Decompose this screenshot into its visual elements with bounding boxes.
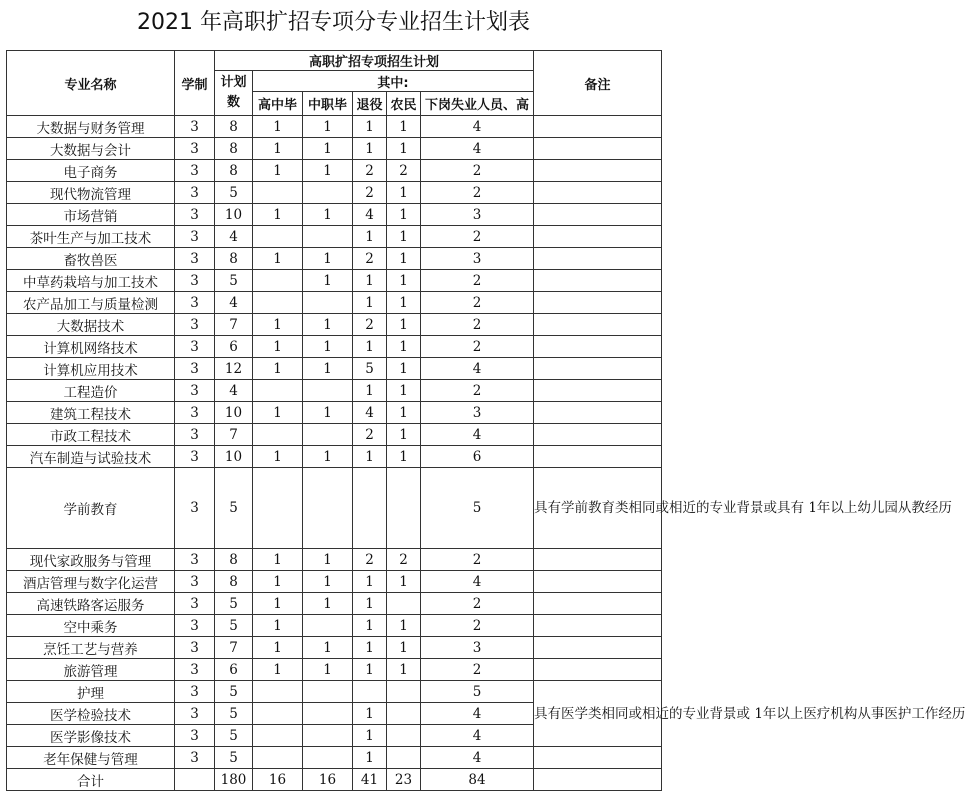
high-cell: 1 xyxy=(253,314,303,336)
major-name-cell: 建筑工程技术 xyxy=(7,402,175,424)
voc-cell xyxy=(303,380,353,402)
major-name-cell: 医学影像技术 xyxy=(7,725,175,747)
farm-cell: 1 xyxy=(387,380,421,402)
farm-cell: 2 xyxy=(387,549,421,571)
total-label: 合计 xyxy=(7,769,175,791)
remark-cell xyxy=(534,248,662,270)
plan-cell: 8 xyxy=(215,248,253,270)
farm-cell xyxy=(387,747,421,769)
voc-cell xyxy=(303,681,353,703)
plan-cell: 8 xyxy=(215,549,253,571)
voc-cell: 1 xyxy=(303,358,353,380)
remark-cell xyxy=(534,182,662,204)
table-row xyxy=(7,336,662,358)
vet-cell: 2 xyxy=(353,160,387,182)
laid-cell: 3 xyxy=(421,248,534,270)
laid-cell: 2 xyxy=(421,549,534,571)
high-cell xyxy=(253,270,303,292)
voc-cell xyxy=(303,725,353,747)
farm-cell: 1 xyxy=(387,116,421,138)
header-plan-group: 高职扩招专项招生计划 xyxy=(215,51,534,71)
total-laid: 84 xyxy=(421,769,534,791)
high-cell xyxy=(253,468,303,549)
vet-cell xyxy=(353,468,387,549)
high-cell: 1 xyxy=(253,593,303,615)
major-name-cell: 空中乘务 xyxy=(7,615,175,637)
laid-cell: 3 xyxy=(421,637,534,659)
remark-cell xyxy=(534,292,662,314)
major-name-cell: 酒店管理与数字化运营 xyxy=(7,571,175,593)
header-vocational: 中职毕 xyxy=(303,92,353,116)
total-plan: 180 xyxy=(215,769,253,791)
major-name-cell: 老年保健与管理 xyxy=(7,747,175,769)
plan-cell: 5 xyxy=(215,615,253,637)
header-among: 其中: xyxy=(253,71,534,92)
major-name-cell: 农产品加工与质量检测 xyxy=(7,292,175,314)
years-cell: 3 xyxy=(175,446,215,468)
years-cell: 3 xyxy=(175,725,215,747)
farm-cell: 1 xyxy=(387,182,421,204)
total-row xyxy=(7,769,662,791)
vet-cell: 2 xyxy=(353,549,387,571)
vet-cell: 4 xyxy=(353,402,387,424)
remark-cell xyxy=(534,204,662,226)
vet-cell: 1 xyxy=(353,226,387,248)
voc-cell xyxy=(303,292,353,314)
plan-cell: 4 xyxy=(215,380,253,402)
vet-cell: 5 xyxy=(353,358,387,380)
years-cell: 3 xyxy=(175,747,215,769)
voc-cell xyxy=(303,615,353,637)
high-cell: 1 xyxy=(253,615,303,637)
table-row xyxy=(7,571,662,593)
remark-cell xyxy=(534,270,662,292)
years-cell: 3 xyxy=(175,703,215,725)
vet-cell: 1 xyxy=(353,336,387,358)
laid-cell: 2 xyxy=(421,182,534,204)
remark-cell xyxy=(534,358,662,380)
years-cell: 3 xyxy=(175,358,215,380)
plan-cell: 5 xyxy=(215,593,253,615)
table-row xyxy=(7,248,662,270)
years-cell: 3 xyxy=(175,116,215,138)
remark-cell xyxy=(534,336,662,358)
high-cell: 1 xyxy=(253,160,303,182)
header-high-school: 高中毕 xyxy=(253,92,303,116)
laid-cell: 5 xyxy=(421,468,534,549)
farm-cell: 1 xyxy=(387,615,421,637)
table-row xyxy=(7,424,662,446)
laid-cell: 4 xyxy=(421,725,534,747)
years-cell: 3 xyxy=(175,637,215,659)
vet-cell: 2 xyxy=(353,248,387,270)
plan-cell: 7 xyxy=(215,424,253,446)
years-cell: 3 xyxy=(175,248,215,270)
major-name-cell: 大数据与会计 xyxy=(7,138,175,160)
major-name-cell: 现代家政服务与管理 xyxy=(7,549,175,571)
remark-cell xyxy=(534,314,662,336)
vet-cell: 2 xyxy=(353,182,387,204)
years-cell: 3 xyxy=(175,681,215,703)
remark-cell xyxy=(534,593,662,615)
table-row xyxy=(7,402,662,424)
laid-cell: 4 xyxy=(421,116,534,138)
remark-cell xyxy=(534,571,662,593)
laid-cell: 2 xyxy=(421,336,534,358)
major-name-cell: 中草药栽培与加工技术 xyxy=(7,270,175,292)
voc-cell: 1 xyxy=(303,446,353,468)
major-name-cell: 烹饪工艺与营养 xyxy=(7,637,175,659)
farm-cell: 1 xyxy=(387,138,421,160)
voc-cell xyxy=(303,468,353,549)
high-cell: 1 xyxy=(253,659,303,681)
plan-cell: 8 xyxy=(215,116,253,138)
farm-cell xyxy=(387,468,421,549)
plan-cell: 5 xyxy=(215,703,253,725)
plan-cell: 5 xyxy=(215,182,253,204)
farm-cell xyxy=(387,681,421,703)
laid-cell: 2 xyxy=(421,593,534,615)
laid-cell: 2 xyxy=(421,314,534,336)
years-cell: 3 xyxy=(175,336,215,358)
farm-cell: 1 xyxy=(387,659,421,681)
page-title: 2021 年高职扩招专项分专业招生计划表 xyxy=(137,10,530,35)
major-name-cell: 汽车制造与试验技术 xyxy=(7,446,175,468)
vet-cell: 1 xyxy=(353,571,387,593)
years-cell: 3 xyxy=(175,615,215,637)
high-cell: 1 xyxy=(253,138,303,160)
voc-cell xyxy=(303,703,353,725)
high-cell: 1 xyxy=(253,336,303,358)
plan-cell: 10 xyxy=(215,402,253,424)
total-years xyxy=(175,769,215,791)
years-cell: 3 xyxy=(175,659,215,681)
remark-medical: 具有医学类相同或相近的专业背景或 1年以上医疗机构从事医护工作经历 xyxy=(534,681,662,747)
farm-cell: 1 xyxy=(387,204,421,226)
high-cell: 1 xyxy=(253,248,303,270)
table-row xyxy=(7,615,662,637)
major-name-cell: 医学检验技术 xyxy=(7,703,175,725)
total-high: 16 xyxy=(253,769,303,791)
high-cell xyxy=(253,182,303,204)
remark-cell xyxy=(534,747,662,769)
table-row xyxy=(7,593,662,615)
years-cell: 3 xyxy=(175,270,215,292)
farm-cell: 2 xyxy=(387,160,421,182)
voc-cell: 1 xyxy=(303,637,353,659)
voc-cell: 1 xyxy=(303,402,353,424)
farm-cell: 1 xyxy=(387,637,421,659)
plan-cell: 6 xyxy=(215,336,253,358)
laid-cell: 4 xyxy=(421,424,534,446)
laid-cell: 3 xyxy=(421,402,534,424)
vet-cell xyxy=(353,681,387,703)
total-voc: 16 xyxy=(303,769,353,791)
total-vet: 41 xyxy=(353,769,387,791)
vet-cell: 1 xyxy=(353,615,387,637)
farm-cell: 1 xyxy=(387,270,421,292)
vet-cell: 1 xyxy=(353,747,387,769)
plan-cell: 12 xyxy=(215,358,253,380)
table-row xyxy=(7,549,662,571)
plan-cell: 5 xyxy=(215,747,253,769)
remark-cell xyxy=(534,637,662,659)
farm-cell: 1 xyxy=(387,248,421,270)
high-cell xyxy=(253,424,303,446)
remark-cell xyxy=(534,549,662,571)
farm-cell: 1 xyxy=(387,571,421,593)
plan-cell: 4 xyxy=(215,292,253,314)
laid-cell: 2 xyxy=(421,659,534,681)
remark-cell xyxy=(534,380,662,402)
plan-cell: 5 xyxy=(215,468,253,549)
table-row xyxy=(7,659,662,681)
major-name-cell: 市场营销 xyxy=(7,204,175,226)
plan-cell: 8 xyxy=(215,160,253,182)
years-cell: 3 xyxy=(175,226,215,248)
header-years: 学制 xyxy=(175,51,215,116)
voc-cell: 1 xyxy=(303,204,353,226)
remark-cell xyxy=(534,402,662,424)
laid-cell: 6 xyxy=(421,446,534,468)
years-cell: 3 xyxy=(175,314,215,336)
remark-cell xyxy=(534,116,662,138)
years-cell: 3 xyxy=(175,593,215,615)
laid-cell: 3 xyxy=(421,204,534,226)
farm-cell xyxy=(387,703,421,725)
plan-cell: 5 xyxy=(215,725,253,747)
vet-cell: 2 xyxy=(353,424,387,446)
years-cell: 3 xyxy=(175,380,215,402)
voc-cell: 1 xyxy=(303,160,353,182)
years-cell: 3 xyxy=(175,160,215,182)
table-row xyxy=(7,160,662,182)
major-name-cell: 茶叶生产与加工技术 xyxy=(7,226,175,248)
high-cell: 1 xyxy=(253,637,303,659)
voc-cell: 1 xyxy=(303,593,353,615)
voc-cell xyxy=(303,182,353,204)
high-cell: 1 xyxy=(253,571,303,593)
major-name-cell: 畜牧兽医 xyxy=(7,248,175,270)
major-name-cell: 工程造价 xyxy=(7,380,175,402)
farm-cell: 1 xyxy=(387,226,421,248)
table-row xyxy=(7,468,662,549)
plan-cell: 7 xyxy=(215,314,253,336)
major-name-cell: 大数据与财务管理 xyxy=(7,116,175,138)
major-name-cell: 电子商务 xyxy=(7,160,175,182)
enrollment-plan-table xyxy=(6,50,965,791)
header-farmers: 农民 xyxy=(387,92,421,116)
total-farm: 23 xyxy=(387,769,421,791)
vet-cell: 1 xyxy=(353,270,387,292)
vet-cell: 1 xyxy=(353,138,387,160)
laid-cell: 2 xyxy=(421,380,534,402)
laid-cell: 2 xyxy=(421,270,534,292)
years-cell: 3 xyxy=(175,468,215,549)
years-cell: 3 xyxy=(175,204,215,226)
voc-cell: 1 xyxy=(303,314,353,336)
vet-cell: 1 xyxy=(353,703,387,725)
high-cell xyxy=(253,747,303,769)
years-cell: 3 xyxy=(175,571,215,593)
farm-cell: 1 xyxy=(387,424,421,446)
table-row xyxy=(7,446,662,468)
voc-cell: 1 xyxy=(303,116,353,138)
major-name-cell: 旅游管理 xyxy=(7,659,175,681)
farm-cell: 1 xyxy=(387,314,421,336)
remark-cell xyxy=(534,226,662,248)
farm-cell xyxy=(387,593,421,615)
high-cell: 1 xyxy=(253,549,303,571)
vet-cell: 1 xyxy=(353,659,387,681)
remark-cell xyxy=(534,424,662,446)
plan-cell: 5 xyxy=(215,270,253,292)
header-laid-off: 下岗失业人员、高 xyxy=(421,92,534,116)
remark-cell xyxy=(534,615,662,637)
header-plan-count: 计划数 xyxy=(215,71,253,116)
voc-cell xyxy=(303,747,353,769)
remark-cell xyxy=(534,138,662,160)
farm-cell: 1 xyxy=(387,292,421,314)
farm-cell: 1 xyxy=(387,358,421,380)
high-cell: 1 xyxy=(253,204,303,226)
table-row xyxy=(7,747,662,769)
table-row xyxy=(7,116,662,138)
total-remark xyxy=(534,769,662,791)
header-veterans: 退役 xyxy=(353,92,387,116)
voc-cell xyxy=(303,424,353,446)
table-row xyxy=(7,380,662,402)
voc-cell: 1 xyxy=(303,571,353,593)
major-name-cell: 高速铁路客运服务 xyxy=(7,593,175,615)
vet-cell: 1 xyxy=(353,593,387,615)
table-row xyxy=(7,204,662,226)
voc-cell: 1 xyxy=(303,336,353,358)
remark-cell xyxy=(534,160,662,182)
table-row xyxy=(7,138,662,160)
remark-preschool: 具有学前教育类相同或相近的专业背景或具有 1年以上幼儿园从教经历 xyxy=(534,468,662,549)
vet-cell: 1 xyxy=(353,292,387,314)
farm-cell: 1 xyxy=(387,336,421,358)
high-cell xyxy=(253,681,303,703)
voc-cell: 1 xyxy=(303,270,353,292)
plan-cell: 10 xyxy=(215,446,253,468)
laid-cell: 2 xyxy=(421,292,534,314)
laid-cell: 4 xyxy=(421,747,534,769)
vet-cell: 1 xyxy=(353,116,387,138)
laid-cell: 2 xyxy=(421,160,534,182)
table-row xyxy=(7,637,662,659)
farm-cell: 1 xyxy=(387,402,421,424)
plan-cell: 4 xyxy=(215,226,253,248)
high-cell xyxy=(253,380,303,402)
high-cell xyxy=(253,226,303,248)
table-row xyxy=(7,270,662,292)
vet-cell: 1 xyxy=(353,446,387,468)
laid-cell: 4 xyxy=(421,571,534,593)
major-name-cell: 市政工程技术 xyxy=(7,424,175,446)
high-cell xyxy=(253,725,303,747)
laid-cell: 4 xyxy=(421,358,534,380)
laid-cell: 2 xyxy=(421,615,534,637)
major-name-cell: 计算机网络技术 xyxy=(7,336,175,358)
years-cell: 3 xyxy=(175,549,215,571)
laid-cell: 4 xyxy=(421,138,534,160)
header-major: 专业名称 xyxy=(7,51,175,116)
plan-cell: 10 xyxy=(215,204,253,226)
plan-cell: 8 xyxy=(215,571,253,593)
remark-cell xyxy=(534,659,662,681)
header-remarks: 备注 xyxy=(534,51,662,116)
high-cell xyxy=(253,292,303,314)
plan-cell: 8 xyxy=(215,138,253,160)
vet-cell: 1 xyxy=(353,380,387,402)
high-cell: 1 xyxy=(253,446,303,468)
high-cell: 1 xyxy=(253,402,303,424)
plan-cell: 5 xyxy=(215,681,253,703)
vet-cell: 4 xyxy=(353,204,387,226)
high-cell: 1 xyxy=(253,358,303,380)
years-cell: 3 xyxy=(175,292,215,314)
plan-cell: 7 xyxy=(215,637,253,659)
laid-cell: 4 xyxy=(421,703,534,725)
major-name-cell: 大数据技术 xyxy=(7,314,175,336)
voc-cell: 1 xyxy=(303,659,353,681)
voc-cell: 1 xyxy=(303,248,353,270)
table-body xyxy=(7,116,965,791)
remark-cell xyxy=(534,446,662,468)
vet-cell: 1 xyxy=(353,725,387,747)
years-cell: 3 xyxy=(175,138,215,160)
vet-cell: 2 xyxy=(353,314,387,336)
years-cell: 3 xyxy=(175,182,215,204)
high-cell xyxy=(253,703,303,725)
table-row xyxy=(7,681,662,703)
years-cell: 3 xyxy=(175,402,215,424)
voc-cell xyxy=(303,226,353,248)
plan-cell: 6 xyxy=(215,659,253,681)
table-row xyxy=(7,292,662,314)
table-row xyxy=(7,182,662,204)
farm-cell xyxy=(387,725,421,747)
voc-cell: 1 xyxy=(303,138,353,160)
major-name-cell: 护理 xyxy=(7,681,175,703)
farm-cell: 1 xyxy=(387,446,421,468)
table-row xyxy=(7,314,662,336)
major-name-cell: 现代物流管理 xyxy=(7,182,175,204)
laid-cell: 2 xyxy=(421,226,534,248)
high-cell: 1 xyxy=(253,116,303,138)
table-row xyxy=(7,226,662,248)
major-name-cell: 学前教育 xyxy=(7,468,175,549)
table-row xyxy=(7,358,662,380)
years-cell: 3 xyxy=(175,424,215,446)
laid-cell: 5 xyxy=(421,681,534,703)
voc-cell: 1 xyxy=(303,549,353,571)
major-name-cell: 计算机应用技术 xyxy=(7,358,175,380)
vet-cell: 1 xyxy=(353,637,387,659)
